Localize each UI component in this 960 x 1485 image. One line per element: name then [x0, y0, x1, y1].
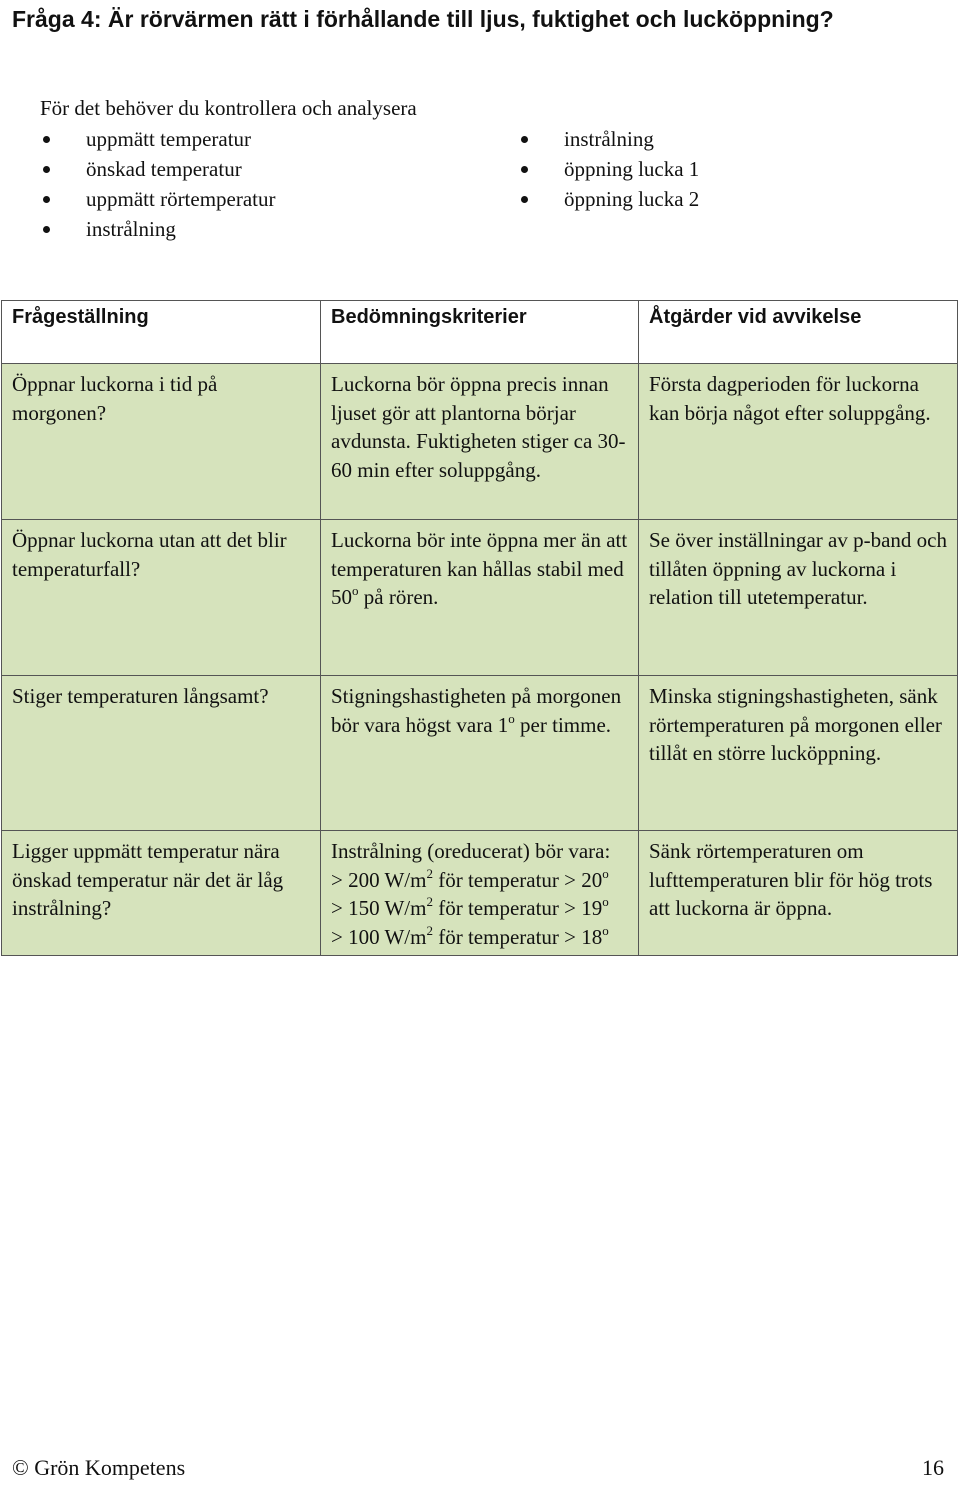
page-number: 16	[922, 1455, 944, 1480]
table-row	[2, 831, 958, 956]
criteria-line-prefix: > 150 W/m	[331, 896, 427, 920]
column-header-question: Frågeställning	[2, 301, 321, 364]
list-item	[518, 184, 699, 214]
criteria-cell: Luckorna bör öppna precis innan ljuset gör att plantorna börjar avdunsta. Fuktigheten stiger ca 30-60 min efter soluppgång.	[321, 364, 639, 520]
bullet-icon	[43, 196, 50, 203]
question-cell: Öppnar luckorna i tid på morgonen?	[2, 364, 321, 520]
table-row	[2, 364, 958, 520]
criteria-line-prefix: > 100 W/m	[331, 924, 427, 949]
bullet-icon	[521, 136, 528, 143]
criteria-intro: Instrålning (oreducerat) bör vara:	[331, 839, 611, 863]
list-item	[40, 214, 276, 244]
column-header-action: Åtgärder vid avvikelse	[639, 301, 958, 364]
footer-copyright: © Grön Kompetens	[12, 1455, 186, 1480]
list-item-label: instrålning	[86, 217, 176, 241]
list-item-label: instrålning	[564, 127, 654, 151]
list-item-label: öppning lucka 2	[564, 187, 700, 211]
criteria-line	[331, 923, 628, 952]
question-cell: Stiger temperaturen långsamt?	[2, 676, 321, 831]
table-row	[2, 520, 958, 676]
bullet-list-left	[40, 124, 276, 244]
criteria-text: Luckorna bör inte öppna mer än att temperaturen kan hållas stabil med 50	[331, 528, 628, 609]
list-item-label: uppmätt temperatur	[86, 127, 252, 151]
list-item	[518, 154, 699, 184]
degree-superscript: o	[602, 865, 609, 881]
criteria-table	[1, 300, 958, 956]
intro-text: För det behöver du kontrollera och analysera	[40, 96, 417, 120]
degree-superscript: o	[508, 710, 515, 726]
action-cell: Första dagperioden för luckorna kan börja något efter soluppgång.	[639, 364, 958, 520]
degree-superscript: o	[602, 922, 609, 938]
question-cell: Ligger uppmätt temperatur nära önskad temperatur när det är låg instrålning?	[2, 831, 321, 956]
list-item	[40, 184, 276, 214]
bullet-list-right	[518, 124, 699, 214]
table-header-row	[2, 301, 958, 364]
action-cell: Sänk rörtemperaturen om lufttemperaturen blir för hög trots att luckorna är öppna.	[639, 831, 958, 956]
list-item	[40, 124, 276, 154]
criteria-text-end: per timme.	[514, 712, 612, 737]
column-header-criteria: Bedömningskriterier	[321, 301, 639, 364]
bullet-icon	[43, 226, 50, 233]
bullet-icon	[521, 166, 528, 173]
bullet-icon	[43, 136, 50, 143]
degree-superscript: o	[352, 582, 359, 598]
criteria-line-mid: för temperatur > 18	[432, 924, 603, 949]
criteria-line-prefix: > 200 W/m	[331, 867, 427, 892]
criteria-text: Stigningshastigheten på morgonen bör vara högst vara 1	[331, 684, 622, 737]
criteria-line	[331, 866, 628, 895]
action-cell: Minska stigningshastigheten, sänk rörtemperaturen på morgonen eller tillåt en större lucköppning.	[639, 676, 958, 831]
criteria-line	[331, 894, 628, 923]
page-heading: Fråga 4: Är rörvärmen rätt i förhållande till ljus, fuktighet och lucköppning?	[12, 6, 834, 32]
action-cell: Se över inställningar av p-band och tillåten öppning av luckorna i relation till utetemperatur.	[639, 520, 958, 676]
criteria-line-mid: för temperatur > 20	[432, 867, 603, 892]
list-item	[40, 154, 276, 184]
list-item-label: önskad temperatur	[86, 157, 242, 181]
criteria-text-end: på rören.	[358, 585, 439, 609]
list-item-label: uppmätt rörtemperatur	[86, 187, 276, 211]
bullet-icon	[521, 196, 528, 203]
unit-superscript: 2	[426, 893, 433, 909]
list-item	[518, 124, 699, 154]
unit-superscript: 2	[426, 922, 433, 938]
criteria-cell	[321, 831, 639, 956]
question-cell: Öppnar luckorna utan att det blir temperaturfall?	[2, 520, 321, 676]
criteria-cell	[321, 520, 639, 676]
list-item-label: öppning lucka 1	[564, 157, 700, 181]
unit-superscript: 2	[426, 865, 433, 881]
degree-superscript: o	[602, 893, 609, 909]
criteria-line-mid: för temperatur > 19	[432, 896, 603, 920]
bullet-icon	[43, 166, 50, 173]
criteria-cell	[321, 676, 639, 831]
table-row	[2, 676, 958, 831]
